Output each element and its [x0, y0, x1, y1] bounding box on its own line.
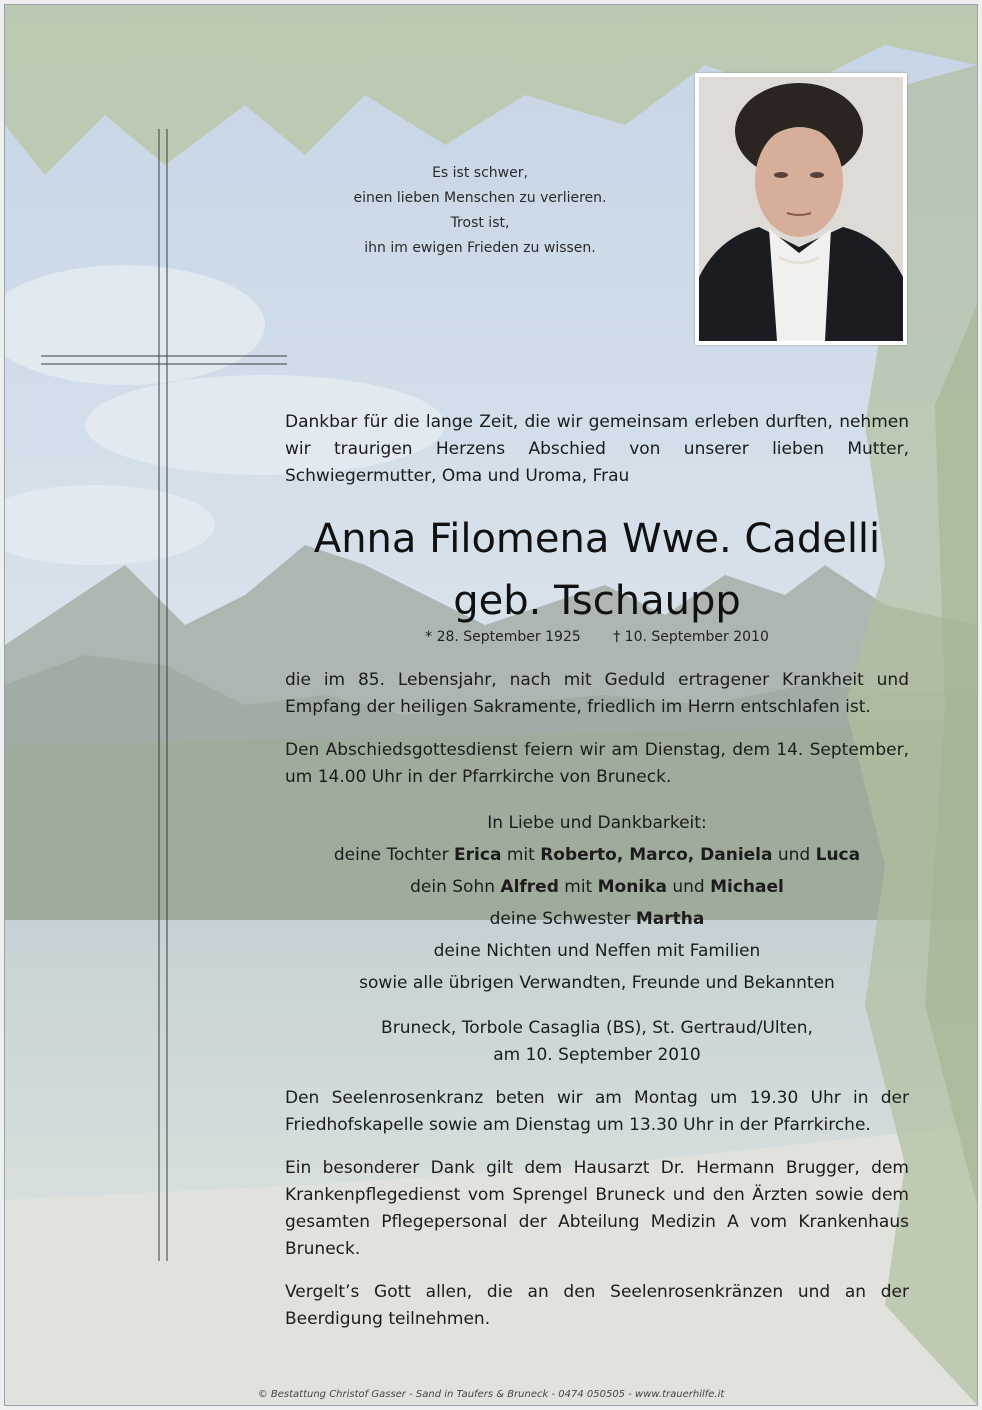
quote-line: Trost ist, — [450, 215, 510, 231]
mourner-line: deine Nichten und Neffen mit Familien — [433, 941, 761, 961]
death-date: † 10. September 2010 — [613, 629, 769, 645]
mourner-line: sowie alle übrigen Verwandten, Freunde und Bekannten — [359, 973, 835, 993]
thanks-paragraph: Ein besonderer Dank gilt dem Hausarzt Dr. Hermann Brugger, dem Krankenpflegedienst vom Sprengel Bruneck und den Ärzten sowie dem gesamten Pflegepersonal der Abteilung Medizin A vom Krankenhaus Bruneck. — [285, 1158, 909, 1259]
quote-line: ihn im ewigen Frieden zu wissen. — [364, 240, 596, 256]
rosary-paragraph: Den Seelenrosenkranz beten wir am Montag um 19.30 Uhr in der Friedhofskapelle sowie am Dienstag um 13.30 Uhr in der Pfarrkirche. — [285, 1088, 909, 1135]
maiden-name: geb. Tschaupp — [453, 578, 741, 624]
date-line: am 10. September 2010 — [493, 1045, 701, 1065]
service-paragraph: Den Abschiedsgottesdienst feiern wir am Dienstag, dem 14. September, um 14.00 Uhr in der Pfarrkirche von Bruneck. — [285, 740, 909, 787]
memorial-quote — [315, 161, 645, 261]
mourner-line: dein Sohn Alfred mit Monika und Michael — [410, 877, 784, 897]
place-date — [285, 1015, 909, 1069]
quote-line: Es ist schwer, — [432, 165, 528, 181]
passing-paragraph: die im 85. Lebensjahr, nach mit Geduld ertragener Krankheit und Empfang der heiligen Sakramente, friedlich im Herrn entschlafen ist. — [285, 670, 909, 717]
closing-paragraph: Vergelt’s Gott allen, die an den Seelenrosenkränzen und an der Beerdigung teilnehmen. — [285, 1282, 909, 1329]
portrait-photo — [695, 73, 907, 345]
footer-credit: © Bestattung Christof Gasser - Sand in Taufers & Bruneck - 0474 050505 - www.trauerhilfe.it — [257, 1389, 725, 1400]
mourners-heading: In Liebe und Dankbarkeit: — [487, 813, 707, 833]
cross-icon — [41, 125, 291, 1265]
deceased-name: Anna Filomena Wwe. Cadelli — [313, 516, 881, 562]
life-dates — [285, 629, 909, 645]
intro-paragraph: Dankbar für die lange Zeit, die wir gemeinsam erleben durften, nehmen wir traurigen Herzens Abschied von unserer lieben Mutter, Schwiegermutter, Oma und Uroma, Frau — [285, 412, 909, 486]
mourner-line: deine Schwester Martha — [489, 909, 705, 929]
birth-date: * 28. September 1925 — [425, 629, 581, 645]
mourner-line: deine Tochter Erica mit Roberto, Marco, Daniela und Luca — [333, 845, 861, 865]
quote-line: einen lieben Menschen zu verlieren. — [353, 190, 607, 206]
place-line: Bruneck, Torbole Casaglia (BS), St. Gertraud/Ulten, — [381, 1018, 813, 1038]
portrait-icon — [699, 77, 903, 341]
mourners-list — [285, 807, 909, 999]
obituary-card — [4, 4, 978, 1406]
